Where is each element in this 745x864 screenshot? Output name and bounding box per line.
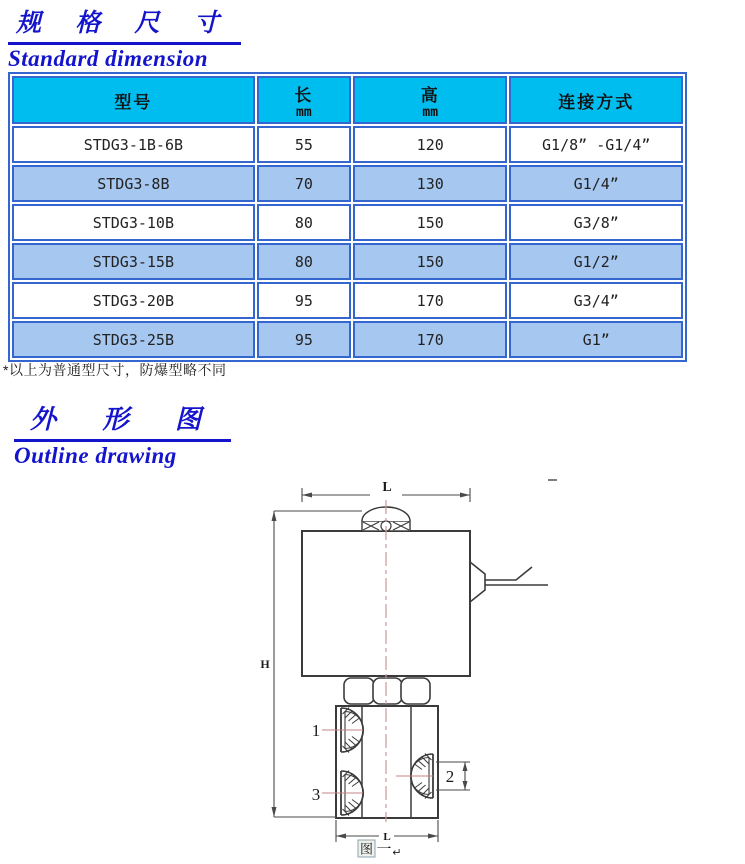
port-1-label: 1 xyxy=(311,721,321,740)
cell-length: 80 xyxy=(257,204,351,241)
header-height: 高 mm xyxy=(353,76,507,124)
table-row xyxy=(12,243,683,280)
valve-outline-drawing xyxy=(0,470,745,864)
table-row xyxy=(12,321,683,358)
outline-title-cn: 外 形 图 xyxy=(14,399,231,442)
table-row xyxy=(12,204,683,241)
return-mark: ↵ xyxy=(392,847,402,859)
cell-height: 170 xyxy=(353,282,507,319)
port-2-label: 2 xyxy=(445,767,455,786)
dim-H-label: H xyxy=(260,657,270,671)
cell-length: 95 xyxy=(257,321,351,358)
cell-connection: G3/4” xyxy=(509,282,683,319)
table-row xyxy=(12,126,683,163)
cell-length: 80 xyxy=(257,243,351,280)
cell-length: 55 xyxy=(257,126,351,163)
header-connection: 连接方式 xyxy=(509,76,683,124)
cell-connection: G3/8” xyxy=(509,204,683,241)
spec-section-header xyxy=(8,3,241,72)
cell-height: 150 xyxy=(353,204,507,241)
table-row xyxy=(12,165,683,202)
table-row xyxy=(12,282,683,319)
caption-char-2: 一 xyxy=(376,841,392,858)
header-length: 长 mm xyxy=(257,76,351,124)
cell-connection: G1/2” xyxy=(509,243,683,280)
cell-model: STDG3-15B xyxy=(12,243,255,280)
cell-height: 120 xyxy=(353,126,507,163)
cell-height: 150 xyxy=(353,243,507,280)
dim-L-top-label: L xyxy=(382,480,392,495)
wire-top xyxy=(485,567,532,580)
cell-model: STDG3-10B xyxy=(12,204,255,241)
port-3-label: 3 xyxy=(311,785,321,804)
cell-height: 170 xyxy=(353,321,507,358)
dimension-L-bottom xyxy=(336,820,438,843)
cell-connection: G1/8” -G1/4” xyxy=(509,126,683,163)
outline-section-header xyxy=(14,399,231,469)
cell-connection: G1” xyxy=(509,321,683,358)
cell-model: STDG3-8B xyxy=(12,165,255,202)
hex-nut xyxy=(344,678,430,704)
spec-title-cn: 规 格 尺 寸 xyxy=(8,3,241,45)
spec-table xyxy=(8,72,687,362)
cable-connector xyxy=(470,562,548,602)
cell-model: STDG3-1B-6B xyxy=(12,126,255,163)
outline-title-en: Outline drawing xyxy=(14,443,177,468)
spec-title-en: Standard dimension xyxy=(8,46,209,71)
table-footnote: *以上为普通型尺寸，防爆型略不同 xyxy=(3,362,227,378)
cell-length: 70 xyxy=(257,165,351,202)
cell-connection: G1/4” xyxy=(509,165,683,202)
dim-L-bottom-label: L xyxy=(383,831,391,843)
cell-height: 130 xyxy=(353,165,507,202)
table-header-row xyxy=(12,76,683,124)
dimension-L-top xyxy=(302,480,470,502)
cell-model: STDG3-20B xyxy=(12,282,255,319)
header-model: 型号 xyxy=(12,76,255,124)
caption-char-1: 图 xyxy=(359,841,374,857)
figure-caption xyxy=(358,840,402,859)
cell-length: 95 xyxy=(257,282,351,319)
cell-model: STDG3-25B xyxy=(12,321,255,358)
